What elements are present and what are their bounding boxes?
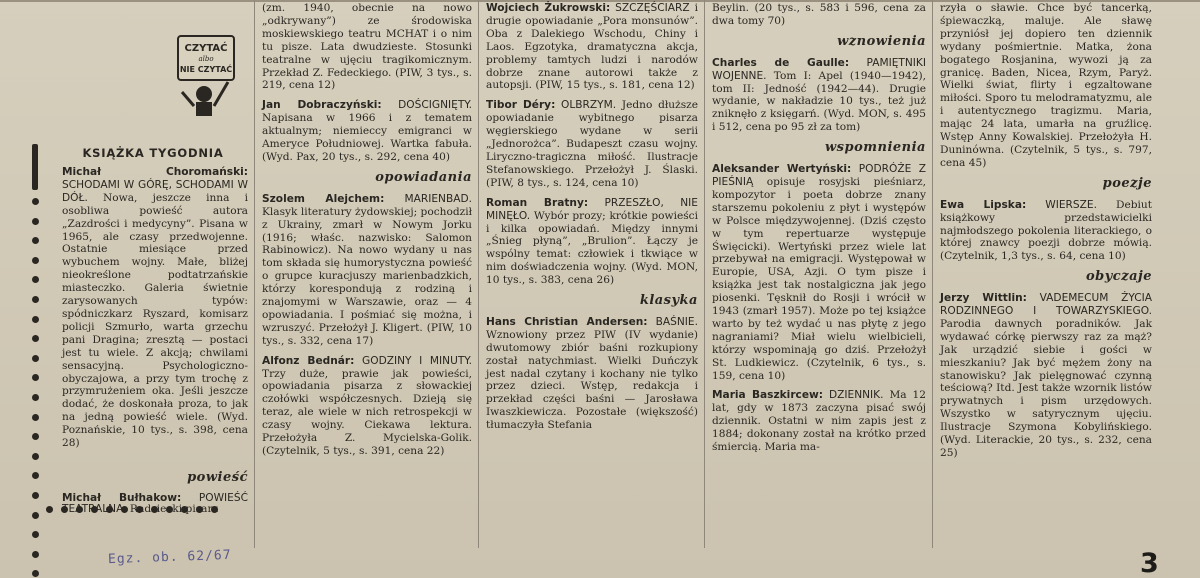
czytac-logo-icon bbox=[174, 32, 238, 118]
review-author: Roman Bratny: bbox=[486, 196, 589, 209]
review-wittlin bbox=[940, 292, 1152, 460]
review-text-continued: Beylin. (20 tys., s. 583 i 596, cena za dwa tomy 70) bbox=[712, 2, 926, 27]
review-text-continued: (zm. 1940, obecnie na nowo „odkrywany”) ze środowiska moskiewskiego teatru MCHAT i o nim tu pisze. Lata dwudzieste. Stosunki teatralne w ujęciu tragikomicznym. Przekład Z. Fedeckiego. (PIW, 3 tys., s. 219, cena 12) bbox=[262, 2, 472, 92]
review-andersen bbox=[486, 316, 698, 432]
review-text: Wznowiony przez PIW (IV wydanie) dwutomowy zbiór baśni rozkupiony został natychmiast. Wielki Duńczyk jest nadal czytany i kochany nie tylko przez dzieci. Wstęp, redakcja i przekład części baśni — Jarosława Iwaszkiewicza. Pozostałe (większość) tłumaczyła Stefania bbox=[486, 328, 698, 432]
review-text: Napisana w 1966 i z tematem aktualnym; niemieccy emigranci w Ameryce Południowej. Wartka fabuła. (Wyd. Pax, 20 tys., s. 292, cena 40) bbox=[262, 112, 472, 163]
column-1 bbox=[62, 166, 248, 523]
column-5 bbox=[940, 2, 1152, 467]
review-author: Michał Choromański: bbox=[62, 166, 248, 178]
column-rule bbox=[254, 0, 255, 548]
review-author: Aleksander Wertyński: bbox=[712, 163, 852, 176]
review-choromanski bbox=[62, 166, 248, 450]
svg-text:albo: albo bbox=[198, 55, 214, 63]
review-bulhakow bbox=[62, 493, 248, 516]
review-text: Radziecki pisarz bbox=[129, 503, 219, 516]
section-heading-wspomnienia: wspomnienia bbox=[824, 140, 926, 156]
review-text: Debiut książkowy przedstawicielki najmłodszego pokolenia literackiego, o której znawcy poezji dobrze mówią. (Czytelnik, 1,3 tys., s. 64, cena 10) bbox=[940, 198, 1152, 263]
review-title: SZCZĘŚCIARZ bbox=[615, 2, 690, 14]
review-title: BAŚNIE. bbox=[655, 315, 698, 328]
review-author: Ewa Lipska: bbox=[940, 198, 1027, 211]
section-heading-poezje: poezje bbox=[1102, 175, 1152, 191]
review-text: Trzy duże, prawie jak powieści, opowiadania pisarza z słowackiej czołówki współczesnych. Dzieją się teraz, ale wiele w nich retrospekcji w czasy wojny. Ciekawa lektura. Przełożyła Z. Mycielska-Golik. (Czytelnik, 5 tys., s. 391, cena 22) bbox=[262, 367, 472, 457]
review-author: Charles de Gaulle: bbox=[712, 56, 850, 69]
review-title: POWIEŚĆ TEATRALNA. bbox=[62, 491, 248, 516]
review-title: OLBRZYM. bbox=[561, 99, 617, 112]
review-text: i drugie opowiadanie „Pora monsunów”. Oba z Dalekiego Wschodu, Chiny i Laos. Egzotyka, dramatyczna akcja, problemy tamtych ludzi i narodów dobrze znane autorowi także z autopsji. (PIW, 15 tys., s. 181, cena 12) bbox=[486, 2, 698, 92]
review-text: Wybór prozy; krótkie powieści i kilka opowiadań. Między innymi „Śnieg płyną”, „Brulion”. Łączy je wspólny temat: człowiek i tkwiące w nim doświadczenia wojny. (Wyd. MON, 10 tys., s. 383, cena 26) bbox=[486, 209, 698, 287]
review-title: WIERSZE. bbox=[1045, 198, 1097, 211]
review-author: Wojciech Żukrowski: bbox=[486, 2, 611, 14]
column-3 bbox=[486, 2, 698, 439]
review-author: Szolem Alejchem: bbox=[262, 192, 385, 205]
section-heading-powiesc: powieść bbox=[187, 469, 248, 485]
review-title: PRZESZŁO, NIE MINĘŁO. bbox=[486, 196, 698, 222]
section-heading-klasyka: klasyka bbox=[639, 293, 698, 309]
review-gaulle bbox=[712, 57, 926, 134]
review-zukrowski bbox=[486, 2, 698, 92]
review-title: PAMIĘTNIKI WOJENNE. bbox=[712, 56, 926, 82]
svg-text:NIE CZYTAĆ: NIE CZYTAĆ bbox=[179, 65, 233, 74]
review-author: Alfonz Bednár: bbox=[262, 354, 355, 367]
column-rule bbox=[704, 0, 705, 548]
review-author: Jerzy Wittlin: bbox=[940, 292, 1027, 305]
review-author: Tibor Déry: bbox=[486, 99, 556, 112]
review-alejchem bbox=[262, 193, 472, 348]
column-2 bbox=[262, 2, 472, 465]
review-text-continued: rzyła o sławie. Chce być tancerką, śpiewaczką, maluje. Ale sławę przyniósł jej dopiero ten dziennik wydany pośmiertnie. Matka, żona bogatego Rosjanina, wywozi ją za granicę. Baden, Nicea, Rzym, Paryż. Wielki świat, flirty i egzaltowane miłości. Sporo tu melodramatyzmu, ale i autentycznego tragizmu. Maria, mając 24 lata, umarła na gruźlicę. Wstęp Anny Kowalskiej. Przełożyła H. Duninówna. (Czytelnik, 5 tys., s. 797, cena 45) bbox=[940, 2, 1152, 169]
column-rule bbox=[932, 0, 933, 548]
ksiazka-tygodnia-heading: KSIĄŻKA TYGODNIA bbox=[82, 146, 224, 160]
svg-text:CZYTAĆ: CZYTAĆ bbox=[184, 43, 228, 54]
bullet-dots-vertical bbox=[32, 198, 40, 578]
review-author: Hans Christian Andersen: bbox=[486, 315, 648, 328]
review-text: Parodia dawnych poradników. Jak wydawać córkę pierwszy raz za mąż? Jak urządzić siebie i gości w mieszkaniu? Jak być mężem żony na stanowisku? Jak pielęgnować czynną teściową? Itd. Jest także wzornik listów prywatnych i pism urzędowych. Wszystko w satyrycznym ujęciu. Ilustracje Szymona Kobylińskiego. (Wyd. Literackie, 20 tys., s. 232, cena 25) bbox=[940, 317, 1152, 459]
review-title: SCHODAMI W GÓRĘ, SCHODAMI W DÓŁ. bbox=[62, 178, 248, 204]
section-heading-opowiadania: opowiadania bbox=[375, 169, 472, 185]
column-rule bbox=[478, 0, 479, 548]
section-heading-wznowienia: wznowienia bbox=[837, 33, 926, 49]
review-text: Jedno dłuższe opowiadanie wybitnego pisarza węgierskiego wydane w serii „Jednorożca”. Budapeszt czasu wojny. Liryczno-tragiczna miłość. Ilustracje Stefanowskiego. Przełożył J. Ślaski. (PIW, 8 tys., s. 124, cena 10) bbox=[486, 99, 698, 189]
review-dobraczynski bbox=[262, 99, 472, 164]
review-dery bbox=[486, 99, 698, 189]
library-stamp: Egz. ob. 62/67 bbox=[107, 547, 232, 568]
review-wertynski bbox=[712, 163, 926, 382]
review-text: Nowa, jeszcze inna i osobliwa powieść autora „Zazdrości i medycyny”. Pisana w 1965, ale czasy przedwojenne. Ostatnie miesiące przed wybuchem wojny. Małe, bliżej nieokreślone podtatrzańskie miasteczko. Galeria świetnie zarysowanych typów: spódniczkarz Ryszard, komisarz policji Szmurło, warta grzechu pani Dragina; zresztą — postaci jest tu wiele. Z akcją; chwilami sensacyjną. Psychologiczno-obyczajowa, a przy tym trochę z przymrużeniem oka. Jeśli jeszcze dodać, że doskonała proza, to jak na jedną powieść wiele. (Wyd. Poznańskie, 10 tys., s. 398, cena 28) bbox=[62, 191, 248, 450]
review-bratny bbox=[486, 197, 698, 287]
page-number: 3 bbox=[1140, 548, 1159, 578]
review-title: MARIENBAD. bbox=[404, 192, 473, 205]
column-4 bbox=[712, 2, 926, 461]
review-title: DOŚCIGNIĘTY. bbox=[398, 99, 472, 112]
review-title: DZIENNIK. bbox=[828, 389, 884, 402]
review-text: Ma 12 lat, gdy w 1873 zaczyna pisać swój dziennik. Ostatni w nim zapis jest z 1884; dokonany został na krótko przed śmiercią. Maria ma- bbox=[712, 389, 927, 454]
review-text: opisuje rosyjski pieśniarz, kompozytor i poeta dobrze znany starszemu pokoleniu z płyt i występów w Polsce międzywojennej. (Dziś często w tym repertuarze występuje Święcicki). Wertyński przez wiele lat przebywał na emigracji. Występował w Europie, USA, Azji. O tym pisze i książka jest tak nostalgiczna jak jego piosenki. Tęsknił do Rosji i wrócił w 1943 (zmarł 1957). Może po tej książce warto by też wydać u nas płytę z jego nagraniami? Miał wielu wielbicieli, którzy wspominają go dziś. Przełożył St. Ludkiewicz. (Czytelnik, 6 tys., s. 159, cena 10) bbox=[712, 175, 926, 382]
review-bednar bbox=[262, 355, 472, 458]
review-title: VADEMECUM ŻYCIA RODZINNEGO I TOWARZYSKIEGO. bbox=[940, 292, 1152, 318]
review-title: PODRÓŻE Z PIEŚNIĄ bbox=[712, 163, 926, 188]
review-text: Tom I: Apel (1940—1942), tom II: Jedność (1942—44). Drugie wydanie, w nakładzie 10 tys., też już zniknęło z księgarń. (Wyd. MON, s. 495 i 512, cena po 95 zł za tom) bbox=[712, 69, 926, 134]
review-title: GODZINY I MINUTY. bbox=[362, 354, 472, 367]
review-author: Michał Bułhakow: bbox=[62, 491, 182, 504]
review-author: Jan Dobraczyński: bbox=[262, 99, 382, 112]
section-heading-obyczaje: obyczaje bbox=[1085, 269, 1152, 285]
review-baszkircew bbox=[712, 389, 926, 454]
review-text: Klasyk literatury żydowskiej; pochodził z Ukrainy, zmarł w Nowym Jorku (1916; właśc. nazwisko: Salomon Rabinowicz). Na nowo wydany u nas tom składa się humorystyczna powieść o grupce kuracjuszy marienbadzkich, którzy korespondują z rodziną i znajomymi w Warszawie, oraz — 4 opowiadania. I pośmiać się można, i wzruszyć. Przełożył J. Kligert. (PIW, 10 tys., s. 332, cena 17) bbox=[262, 205, 473, 347]
review-author: Maria Baszkircew: bbox=[712, 389, 824, 402]
exclamation-bar-icon bbox=[32, 144, 38, 190]
review-lipska bbox=[940, 199, 1152, 264]
